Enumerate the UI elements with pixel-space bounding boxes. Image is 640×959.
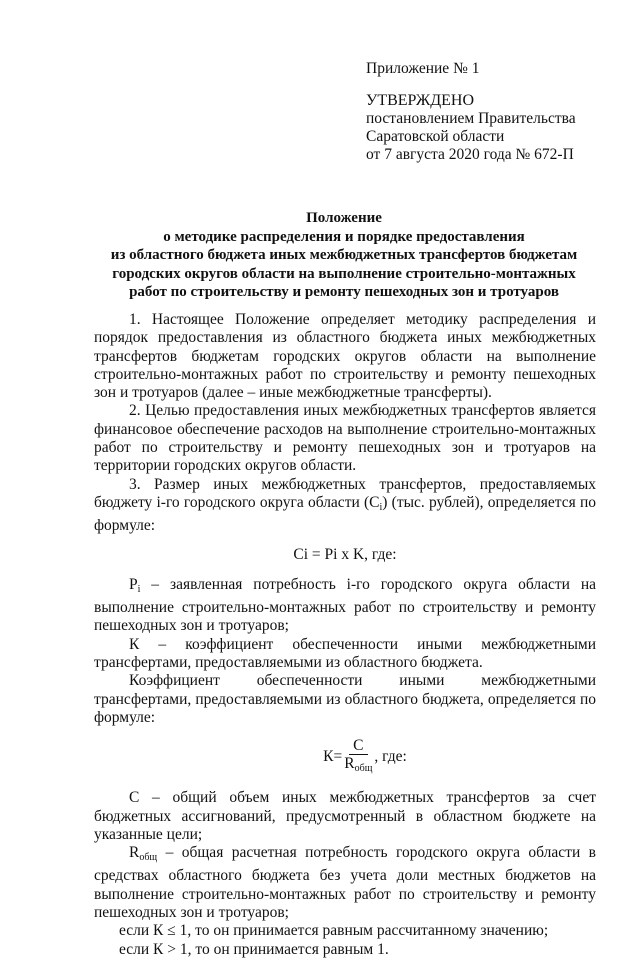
paragraph-3-part-a: 3. Размер иных межбюджетных трансфертов, предоставляемых бюджету i-го городского округа области (C: [94, 475, 596, 511]
pi-subscript: i: [137, 583, 141, 595]
paragraph-3-subscript: i: [379, 501, 383, 513]
approved-stamp: УТВЕРЖДЕНО: [366, 92, 475, 109]
title-line-3: из областного бюджета иных межбюджетных трансфертов бюджетам: [110, 247, 578, 264]
denominator-subscript: общ: [354, 763, 373, 775]
k-formula-intro: Коэффициент обеспеченности иными межбюджетными трансфертами, предоставляемыми из областного бюджета, определяется по формуле:: [94, 672, 596, 726]
annex-number: Приложение № 1: [366, 60, 480, 77]
paragraph-1: 1. Настоящее Положение определяет методику распределения и порядок предоставления из областного бюджета иных межбюджетных трансфертов бюджетам городских округов области на выполнение строительно-монтажных работ по строительству и ремонту пешеходных зон и тротуаров (далее – иные межбюджетные трансферты).: [94, 311, 596, 402]
title-line-4: городских округов области на выполнение строительно-монтажных: [112, 265, 576, 282]
title-line-1: Положение: [306, 210, 382, 226]
formula-ci: Ci = Pi x K, где:: [293, 545, 397, 563]
fraction-denominator: [344, 755, 372, 777]
title-line-5: работ по строительству и ремонту пешеходных зон и тротуаров: [129, 284, 559, 301]
approval-block: [366, 60, 576, 164]
pi-definition-text: – заявленная потребность i-го городского округа области на выполнение строительно-монтажных работ по строительству и ремонту пешеходных зон и тротуаров;: [94, 575, 596, 635]
formula-k: [94, 737, 596, 777]
paragraph-3-part-b: ) (тыс. рублей), определяется по формуле:: [94, 493, 596, 535]
r-definition-text: – общая расчетная потребность городского округа области в средствах областного бюджета без учета доли местных бюджетов на выполнение строительно-монтажных работ по строительству и ремонту пешеходных зон и тротуаров;: [94, 844, 596, 922]
definition-r: [94, 844, 596, 922]
pi-symbol: P: [129, 575, 138, 593]
fraction-numerator: C: [349, 737, 367, 755]
r-subscript: общ: [139, 852, 158, 864]
definition-c: С – общий объем иных межбюджетных трансфертов за счет бюджетных ассигнований, предусмотренный в областном бюджете на указанные цели;: [94, 789, 596, 843]
definition-k: К – коэффициент обеспеченности иными межбюджетными трансфертами, предоставляемыми из областного бюджета.: [94, 635, 596, 672]
definition-pi: [94, 576, 596, 636]
document-title: [94, 209, 594, 302]
condition-k-gt-1: если К > 1, то он принимается равным 1.: [119, 940, 389, 958]
approval-line-1: постановлением Правительства: [366, 110, 576, 127]
paragraph-2: 2. Целью предоставления иных межбюджетных трансфертов является финансовое обеспечение расходов на выполнение строительно-монтажных работ по строительству и ремонту пешеходных зон и тротуаров на территории городских округов области.: [94, 402, 596, 475]
formula-k-tail: , где:: [374, 748, 407, 766]
formula-k-fraction: [344, 737, 372, 777]
document-body: [94, 311, 596, 959]
formula-k-lhs: К=: [323, 748, 343, 766]
approval-line-2: Саратовской области: [366, 128, 505, 145]
paragraph-3: [94, 476, 596, 536]
r-symbol: R: [129, 844, 140, 862]
denominator-symbol: R: [344, 755, 355, 773]
approval-line-3: от 7 августа 2020 года № 672-П: [366, 146, 574, 163]
title-line-2: о методике распределения и порядке предоставления: [163, 228, 525, 245]
condition-k-le-1: если К ≤ 1, то он принимается равным рассчитанному значению;: [119, 922, 549, 940]
